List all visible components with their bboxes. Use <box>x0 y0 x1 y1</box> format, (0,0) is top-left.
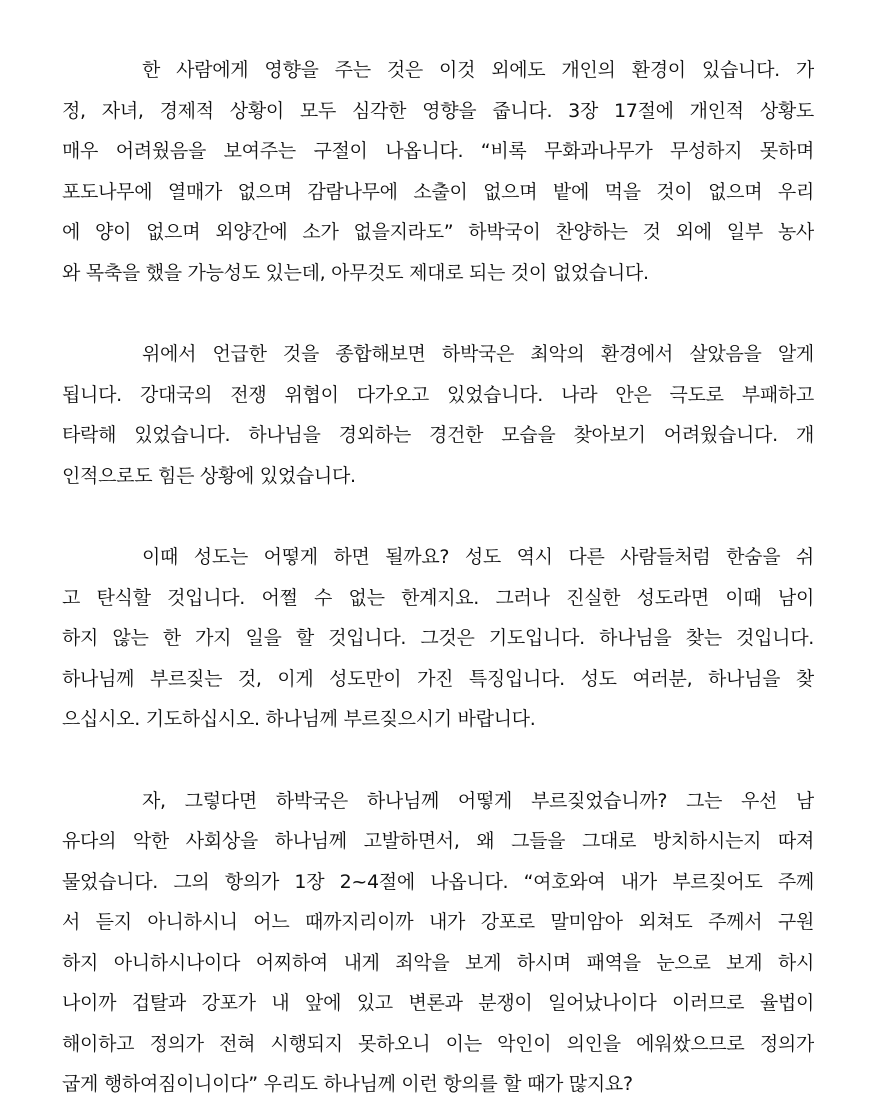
paragraph-3 <box>62 537 814 740</box>
text-line: 에 양이 없으며 외양간에 소가 없을지라도” 하박국이 찬양하는 것 외에 일부 농사 <box>62 221 814 243</box>
text-line: 와 목축을 했을 가능성도 있는데, 아무것도 제대로 되는 것이 없었습니다. <box>62 261 649 284</box>
text-line: 나이까 겁탈과 강포가 내 앞에 있고 변론과 분쟁이 일어났나이다 이러므로 율법이 <box>62 992 814 1014</box>
paragraph-2 <box>62 334 814 496</box>
paragraph-1 <box>62 50 814 293</box>
text-line: 포도나무에 열매가 없으며 감람나무에 소출이 없으며 밭에 먹을 것이 없으며 우리 <box>62 180 814 203</box>
text-line: 유다의 악한 사회상을 하나님께 고발하면서, 왜 그들을 그대로 방치하시는지 따져 <box>62 830 814 852</box>
text-line: 서 듣지 아니하시니 어느 때까지리이까 내가 강포로 말미암아 외쳐도 주께서 구원 <box>62 911 814 933</box>
document-body <box>62 50 814 1105</box>
text-line: 하지 아니하시나이다 어찌하여 내게 죄악을 보게 하시며 패역을 눈으로 보게 하시 <box>62 951 814 974</box>
text-line: 인적으로도 힘든 상황에 있었습니다. <box>62 464 356 487</box>
text-line: 매우 어려웠음을 보여주는 구절이 나옵니다. “비록 무화과나무가 무성하지 못하며 <box>62 140 814 162</box>
text-line: 정, 자녀, 경제적 상황이 모두 심각한 영향을 줍니다. 3장 17절에 개인적 상황도 <box>62 99 814 122</box>
text-line: 해이하고 정의가 전혀 시행되지 못하오니 이는 악인이 의인을 에워쌌으므로 정의가 <box>62 1032 814 1055</box>
text-line: 하나님께 부르짖는 것, 이게 성도만이 가진 특징입니다. 성도 여러분, 하나님을 찾 <box>62 667 814 690</box>
text-line: 위에서 언급한 것을 종합해보면 하박국은 최악의 환경에서 살았음을 알게 <box>142 343 814 365</box>
text-line: 으십시오. 기도하십시오. 하나님께 부르짖으시기 바랍니다. <box>62 708 536 730</box>
text-line: 타락해 있었습니다. 하나님을 경외하는 경건한 모습을 찾아보기 어려웠습니다. 개 <box>62 424 814 446</box>
text-line: 한 사람에게 영향을 주는 것은 이것 외에도 개인의 환경이 있습니다. 가 <box>142 59 814 81</box>
text-line: 됩니다. 강대국의 전쟁 위협이 다가오고 있었습니다. 나라 안은 극도로 부패하고 <box>62 383 814 406</box>
text-line: 물었습니다. 그의 항의가 1장 2~4절에 나옵니다. “여호와여 내가 부르짖어도 주께 <box>62 870 814 893</box>
text-line: 굽게 행하여짐이니이다” 우리도 하나님께 이런 항의를 할 때가 많지요? <box>62 1073 633 1095</box>
text-line: 이때 성도는 어떻게 하면 될까요? 성도 역시 다른 사람들처럼 한숨을 쉬 <box>142 546 814 568</box>
text-line: 하지 않는 한 가지 일을 할 것입니다. 그것은 기도입니다. 하나님을 찾는 것입니다. <box>62 627 814 649</box>
paragraph-4 <box>62 781 814 1105</box>
text-line: 고 탄식할 것입니다. 어쩔 수 없는 한계지요. 그러나 진실한 성도라면 이때 남이 <box>62 586 814 609</box>
text-line: 자, 그렇다면 하박국은 하나님께 어떻게 부르짖었습니까? 그는 우선 남 <box>142 789 814 812</box>
